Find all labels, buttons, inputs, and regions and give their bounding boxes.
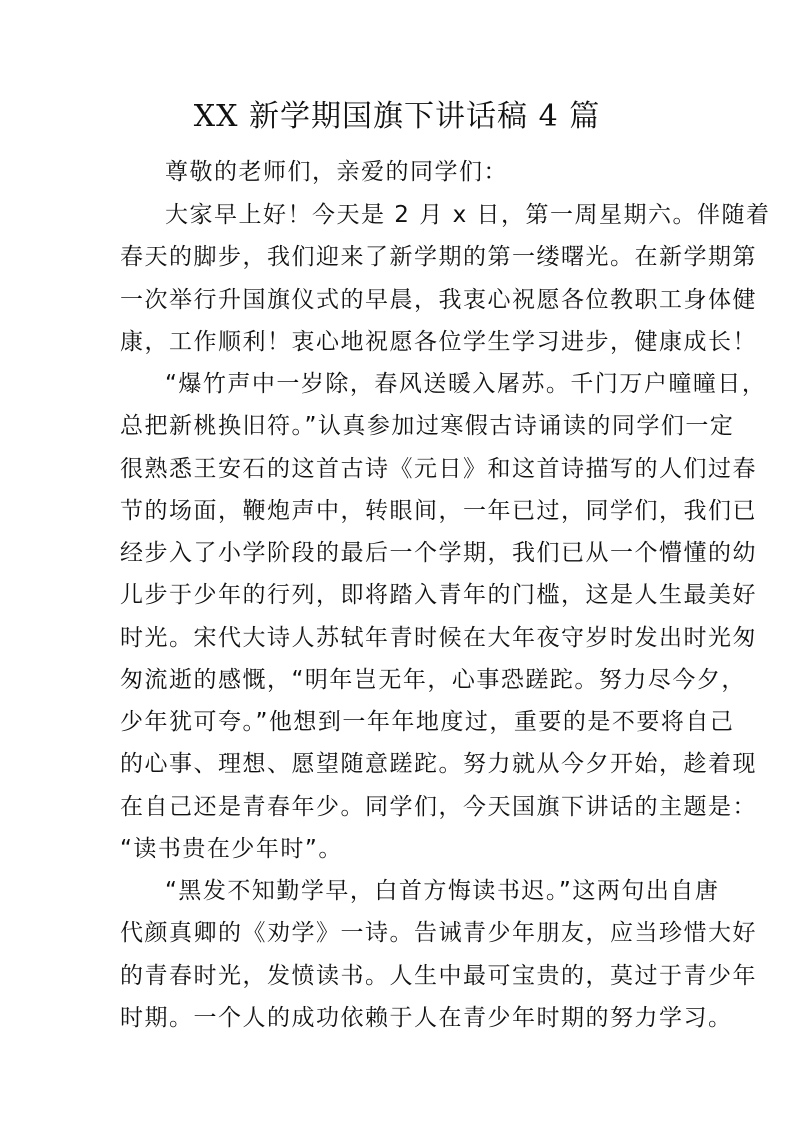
paragraph-line: 很熟悉王安石的这首古诗《元日》和这首诗描写的人们过春 <box>120 456 757 482</box>
paragraph-line: 儿步于少年的行列，即将踏入青年的门槛，这是人生最美好 <box>120 582 757 608</box>
paragraph-line: 的青春时光，发愤读书。人生中最可宝贵的，莫过于青少年 <box>120 963 757 989</box>
paragraph-line: 经步入了小学阶段的最后一个学期，我们已从一个懵懂的幼 <box>120 540 757 566</box>
paragraph-line: 在自己还是青春年少。同学们，今天国旗下讲话的主题是： <box>120 794 757 820</box>
paragraph-line: 总把新桃换旧符。”认真参加过寒假古诗诵读的同学们一定 <box>120 413 735 439</box>
salutation-line: 尊敬的老师们，亲爱的同学们： <box>165 159 508 185</box>
paragraph-line: 节的场面，鞭炮声中，转眼间，一年已过，同学们，我们已 <box>120 498 757 524</box>
paragraph-line: 一次举行升国旗仪式的早晨，我衷心祝愿各位教职工身体健 <box>120 287 757 313</box>
paragraph-line: 康，工作顺利！衷心地祝愿各位学生学习进步，健康成长！ <box>120 329 757 355</box>
paragraph-line: “爆竹声中一岁除，春风送暖入屠苏。千门万户曈曈日， <box>165 371 767 397</box>
paragraph-line: “黑发不知勤学早，白首方悔读书迟。”这两句出自唐 <box>165 878 720 904</box>
paragraph-line: “读书贵在少年时”。 <box>120 836 343 862</box>
paragraph-line: 时光。宋代大诗人苏轼年青时候在大年夜守岁时发出时光匆 <box>120 625 757 651</box>
paragraph-line: 匆流逝的感慨，“明年岂无年，心事恐蹉跎。努力尽今夕， <box>120 667 746 693</box>
paragraph-line: 时期。一个人的成功依赖于人在青少年时期的努力学习。 <box>120 1005 733 1031</box>
paragraph-line: 春天的脚步，我们迎来了新学期的第一缕曙光。在新学期第 <box>120 244 757 270</box>
paragraph-line: 的心事、理想、愿望随意蹉跎。努力就从今夕开始，趁着现 <box>120 751 757 777</box>
paragraph-line: 少年犹可夸。”他想到一年年地度过，重要的是不要将自己 <box>120 709 735 735</box>
paragraph-line: 大家早上好！今天是 2 月 x 日，第一周星期六。伴随着 <box>165 202 771 228</box>
document-title: XX 新学期国旗下讲话稿 4 篇 <box>193 99 601 134</box>
paragraph-line: 代颜真卿的《劝学》一诗。告诫青少年朋友，应当珍惜大好 <box>120 920 757 946</box>
